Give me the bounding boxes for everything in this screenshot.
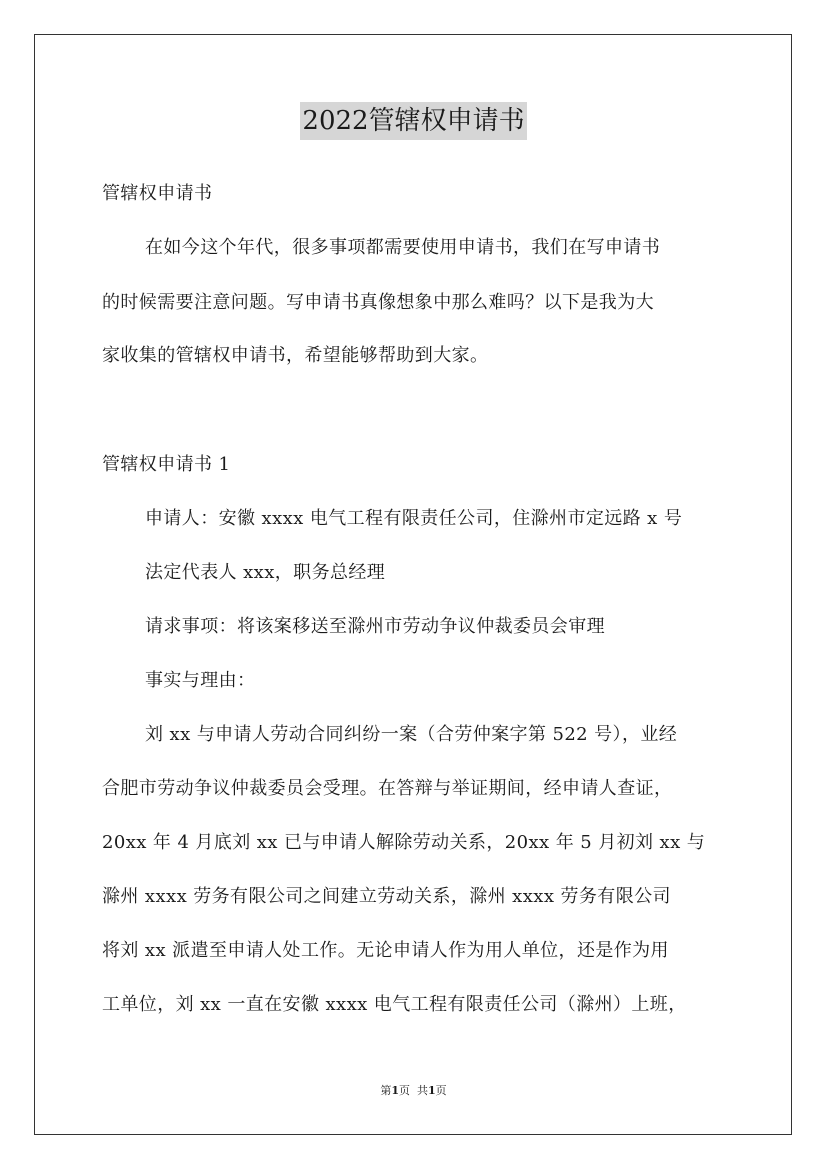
paragraph-line: 合肥市劳动争议仲裁委员会受理。在答辩与举证期间，经申请人查证， [102,778,673,799]
title-container [0,102,827,140]
paragraph-line: 20xx 年 4 月底刘 xx 已与申请人解除劳动关系，20xx 年 5 月初刘 xx 与 [102,832,706,853]
paragraph-line: 的时候需要注意问题。写申请书真像想象中那么难吗？以下是我为大 [102,292,654,313]
section-heading: 管辖权申请书 [102,183,213,204]
footer-page-number: 1 [391,1084,399,1097]
paragraph-line: 申请人：安徽 xxxx 电气工程有限责任公司，住滁州市定远路 x 号 [145,508,683,529]
paragraph-line: 家收集的管辖权申请书，希望能够帮助到大家。 [102,345,489,366]
footer-page-suffix: 页 [399,1084,410,1097]
paragraph-line: 滁州 xxxx 劳务有限公司之间建立劳动关系，滁州 xxxx 劳务有限公司 [102,886,671,907]
paragraph-line: 在如今这个年代，很多事项都需要使用申请书，我们在写申请书 [145,237,661,258]
paragraph-line: 工单位，刘 xx 一直在安徽 xxxx 电气工程有限责任公司（滁州）上班， [102,994,687,1015]
section-heading: 管辖权申请书 1 [102,454,231,475]
footer-total-suffix: 页 [435,1084,447,1097]
footer-page-prefix: 第 [380,1084,392,1097]
paragraph-line: 法定代表人 xxx，职务总经理 [145,562,386,583]
page-footer [0,1083,827,1099]
paragraph-line: 将刘 xx 派遣至申请人处工作。无论申请人作为用人单位，还是作为用 [102,940,669,961]
paragraph-line: 刘 xx 与申请人劳动合同纠纷一案（合劳仲案字第 522 号），业经 [145,724,678,745]
document-title: 2022管辖权申请书 [300,102,526,140]
footer-total-prefix: 共 [417,1084,428,1097]
paragraph-line: 请求事项：将该案移送至滁州市劳动争议仲裁委员会审理 [145,616,605,637]
footer-total-number: 1 [428,1084,436,1097]
paragraph-line: 事实与理由： [145,670,256,691]
